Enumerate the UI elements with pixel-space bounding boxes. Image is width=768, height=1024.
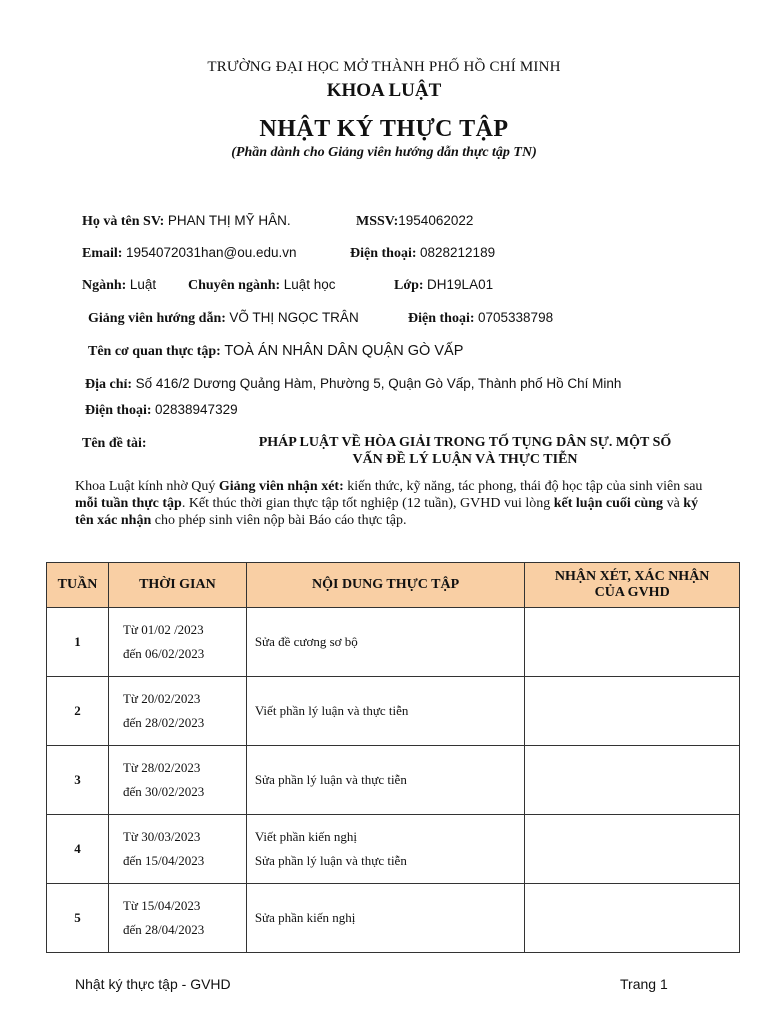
student-phone-label: Điện thoại: <box>350 246 417 261</box>
advisor-phone-label: Điện thoại: <box>408 311 475 326</box>
instruction-paragraph <box>75 478 715 529</box>
intro-bold-4: ký tên xác nhận <box>75 496 699 528</box>
content-line: Sửa phần lý luận và thực tiễn <box>254 853 407 868</box>
student-phone-row <box>350 245 495 262</box>
content-line: Viết phần kiến nghị <box>254 829 357 844</box>
topic-line-2: VẤN ĐỀ LÝ LUẬN VÀ THỰC TIỄN <box>352 452 578 467</box>
advisor-name: VÕ THỊ NGỌC TRÂN <box>229 310 359 325</box>
address-row <box>85 376 621 393</box>
advisor-comment-cell[interactable] <box>525 608 740 677</box>
content-cell <box>246 677 525 746</box>
specialization-row <box>188 277 336 294</box>
header-comment-line-1: NHẬN XÉT, XÁC NHẬN <box>554 569 710 584</box>
intro-text-3: . Kết thúc thời gian thực tập tốt nghiệp (12 tuần), GVHD vui lòng <box>181 496 554 511</box>
agency-label: Tên cơ quan thực tập: <box>88 344 221 359</box>
time-cell <box>108 677 246 746</box>
content-cell <box>246 608 525 677</box>
page-title: NHẬT KÝ THỰC TẬP <box>259 116 509 142</box>
topic-line-1: PHÁP LUẬT VỀ HÒA GIẢI TRONG TỐ TỤNG DÂN SỰ. MỘT SỐ <box>258 435 672 450</box>
major-row <box>82 277 156 294</box>
intro-text-1: Khoa Luật kính nhờ Quý <box>75 479 219 494</box>
email-label: Email: <box>82 246 123 261</box>
class-row <box>394 277 493 294</box>
page-number: Trang 1 <box>620 976 668 992</box>
advisor-phone: 0705338798 <box>478 310 554 325</box>
student-name-row <box>82 213 291 230</box>
intro-text-2: kiến thức, kỹ năng, tác phong, thái độ học tập của sinh viên sau <box>343 479 703 494</box>
intro-text-5: cho phép sinh viên nộp bài Báo cáo thực tập. <box>151 513 407 528</box>
student-id-row <box>356 213 473 230</box>
page-subtitle: (Phần dành cho Giảng viên hướng dẫn thực tập TN) <box>231 145 537 160</box>
time-cell <box>108 815 246 884</box>
intro-bold-3: kết luận cuối cùng <box>553 496 664 511</box>
date-from: Từ 15/04/2023 <box>122 898 201 913</box>
advisor-comment-cell[interactable] <box>525 815 740 884</box>
table-row <box>47 608 740 677</box>
student-id: 1954062022 <box>398 213 474 228</box>
week-number: 4 <box>47 815 109 884</box>
agency-name: TOÀ ÁN NHÂN DÂN QUẬN GÒ VẤP <box>224 343 464 359</box>
date-to: đến 28/04/2023 <box>122 922 205 937</box>
advisor-comment-cell[interactable] <box>525 677 740 746</box>
intro-bold-1: Giảng viên nhận xét: <box>218 479 344 494</box>
header-comment-line-2: CỦA GVHD <box>594 585 670 600</box>
agency-phone-row <box>85 402 238 419</box>
time-cell <box>108 746 246 815</box>
advisor-row <box>88 310 359 327</box>
week-number: 3 <box>47 746 109 815</box>
major-label: Ngành: <box>82 278 127 293</box>
time-cell <box>108 608 246 677</box>
header-content: NỘI DUNG THỰC TẬP <box>246 563 525 608</box>
specialization-label: Chuyên ngành: <box>188 278 281 293</box>
faculty-name: KHOA LUẬT <box>326 80 442 101</box>
specialization: Luật học <box>283 277 336 292</box>
table-header-row <box>47 563 740 608</box>
content-line: Sửa phần lý luận và thực tiễn <box>254 772 407 787</box>
address-label: Địa chỉ: <box>85 377 133 392</box>
university-name: TRƯỜNG ĐẠI HỌC MỞ THÀNH PHỐ HỒ CHÍ MINH <box>207 59 561 75</box>
agency-phone: 02838947329 <box>155 402 238 417</box>
internship-log-table <box>46 562 740 953</box>
student-phone: 0828212189 <box>420 245 496 260</box>
date-from: Từ 30/03/2023 <box>122 829 201 844</box>
class: DH19LA01 <box>427 277 494 292</box>
table-row <box>47 746 740 815</box>
advisor-label: Giảng viên hướng dẫn: <box>88 311 226 326</box>
agency-row <box>88 343 463 360</box>
header-week: TUẦN <box>47 563 109 608</box>
header-time: THỜI GIAN <box>108 563 246 608</box>
email-row <box>82 245 297 262</box>
table-row <box>47 677 740 746</box>
topic-label: Tên đề tài: <box>82 436 147 451</box>
advisor-comment-cell[interactable] <box>525 884 740 953</box>
content-cell <box>246 884 525 953</box>
week-number: 1 <box>47 608 109 677</box>
content-cell <box>246 815 525 884</box>
content-line: Viết phần lý luận và thực tiễn <box>254 703 409 718</box>
advisor-phone-row <box>408 310 553 327</box>
agency-phone-label: Điện thoại: <box>85 403 152 418</box>
week-number: 2 <box>47 677 109 746</box>
content-line: Sửa phần kiến nghị <box>254 910 356 925</box>
student-email: 1954072031han@ou.edu.vn <box>125 245 297 260</box>
student-id-label: MSSV: <box>356 214 399 229</box>
major: Luật <box>129 277 157 292</box>
table-row <box>47 815 740 884</box>
intro-bold-2: mỗi tuần thực tập <box>75 496 182 511</box>
date-to: đến 28/02/2023 <box>122 715 205 730</box>
week-number: 5 <box>47 884 109 953</box>
time-cell <box>108 884 246 953</box>
date-from: Từ 01/02 /2023 <box>122 622 204 637</box>
agency-address: Số 416/2 Dương Quảng Hàm, Phường 5, Quận Gò Vấp, Thành phố Hồ Chí Minh <box>135 376 622 391</box>
content-line: Sửa đề cương sơ bộ <box>254 634 358 649</box>
date-to: đến 15/04/2023 <box>122 853 205 868</box>
topic-title <box>215 434 715 468</box>
student-name: PHAN THỊ MỸ HÂN. <box>167 213 291 228</box>
intro-text-4: và <box>663 496 684 511</box>
class-label: Lớp: <box>394 278 424 293</box>
advisor-comment-cell[interactable] <box>525 746 740 815</box>
header-comment <box>525 563 740 608</box>
date-from: Từ 20/02/2023 <box>122 691 201 706</box>
date-to: đến 06/02/2023 <box>122 646 205 661</box>
student-name-label: Họ và tên SV: <box>82 214 165 229</box>
content-cell <box>246 746 525 815</box>
table-row <box>47 884 740 953</box>
date-from: Từ 28/02/2023 <box>122 760 201 775</box>
footer-title: Nhật ký thực tập - GVHD <box>75 976 231 992</box>
date-to: đến 30/02/2023 <box>122 784 205 799</box>
